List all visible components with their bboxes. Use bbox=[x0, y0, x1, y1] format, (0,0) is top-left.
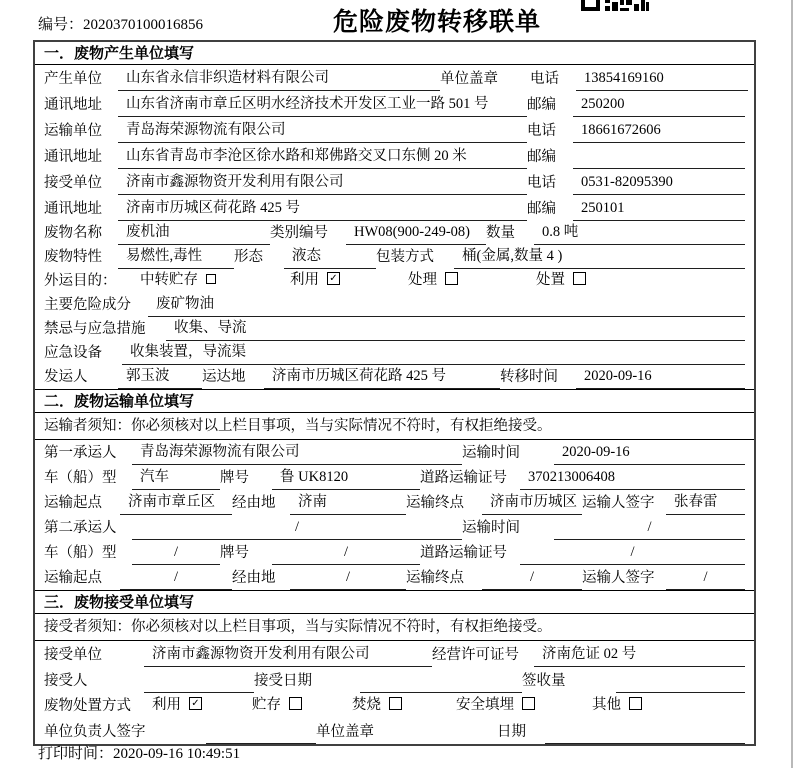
checkbox-utilize-label: 利用 bbox=[290, 272, 319, 288]
form-row bbox=[35, 667, 754, 693]
checkbox-transit-storage-label: 中转贮存 bbox=[140, 272, 198, 288]
page-title: 危险废物转移联单 bbox=[333, 8, 542, 36]
checkbox-dispose bbox=[536, 268, 745, 293]
transporter-phone-value: 18661672606 bbox=[573, 122, 745, 143]
checkbox-treat-label: 处理 bbox=[408, 272, 437, 288]
form-row bbox=[35, 221, 754, 245]
producer-unit-value: 山东省永信非织造材料有限公司 bbox=[118, 66, 440, 91]
endpoint-label: 运输终点 bbox=[406, 495, 464, 511]
waste-name-value: 废机油 bbox=[118, 220, 270, 245]
checkbox-treat bbox=[408, 268, 536, 293]
form-row bbox=[35, 117, 754, 143]
via-label: 经由地 bbox=[232, 495, 276, 511]
transport-time-label: 运输时间 bbox=[462, 445, 520, 461]
taboo-measures-label: 禁忌与应急措施 bbox=[44, 321, 146, 337]
form-row bbox=[35, 293, 754, 317]
responsible-signature-label: 单位负责人签字 bbox=[44, 724, 146, 740]
receiver-postcode-label: 邮编 bbox=[527, 201, 556, 217]
first-carrier-value: 青岛海荣源物流有限公司 bbox=[132, 440, 462, 465]
vehicle-type-value: 汽车 bbox=[132, 465, 220, 490]
section-header: 一．废物产生单位填写 bbox=[35, 42, 754, 65]
receiving-unit-label: 接受单位 bbox=[44, 647, 102, 663]
endpoint-2-value: / bbox=[482, 569, 582, 590]
carrier-signature-label: 运输人签字 bbox=[582, 495, 655, 511]
checkbox-utilize-2 bbox=[152, 693, 252, 718]
notice-row bbox=[35, 413, 754, 440]
doc-number-label: 编号： bbox=[38, 17, 84, 33]
endpoint-value: 济南市历城区 bbox=[482, 490, 582, 515]
second-carrier-label: 第二承运人 bbox=[44, 520, 117, 536]
emergency-equipment-label: 应急设备 bbox=[44, 345, 102, 361]
consignor-value: 郭玉波 bbox=[118, 364, 202, 389]
road-permit-2-value: / bbox=[520, 544, 745, 565]
form-row bbox=[35, 565, 754, 590]
section-header: 二．废物运输单位填写 bbox=[35, 389, 754, 413]
transporter-postcode-value bbox=[573, 165, 745, 169]
checkbox-utilize bbox=[290, 268, 408, 293]
producer-postcode-label: 邮编 bbox=[527, 97, 556, 113]
form-row bbox=[35, 169, 754, 195]
checkbox-store-box bbox=[289, 697, 302, 710]
category-code-label: 类别编号 bbox=[270, 225, 328, 241]
checkbox-landfill bbox=[456, 693, 592, 718]
vehicle-type-2-label: 车（船）型 bbox=[44, 545, 117, 561]
form-row bbox=[35, 540, 754, 565]
receiving-unit-value: 济南市鑫源物资开发利用有限公司 bbox=[144, 642, 432, 667]
checkbox-incinerate-label: 焚烧 bbox=[352, 697, 381, 713]
origin-2-label: 运输起点 bbox=[44, 570, 102, 586]
seal-date-value bbox=[545, 740, 745, 744]
main-hazard-value: 废矿物油 bbox=[148, 292, 745, 317]
plate-number-value: 鲁 UK8120 bbox=[272, 465, 420, 490]
form-state-value: 液态 bbox=[284, 244, 376, 269]
license-number-label: 经营许可证号 bbox=[432, 647, 519, 663]
form-row bbox=[35, 465, 754, 490]
producer-address-value: 山东省济南市章丘区明水经济技术开发区工业一路 501 号 bbox=[118, 92, 527, 117]
origin-label: 运输起点 bbox=[44, 495, 102, 511]
unit-seal-label-2: 单位盖章 bbox=[316, 724, 374, 740]
consignor-label: 发运人 bbox=[44, 369, 88, 385]
via-value: 济南 bbox=[290, 490, 406, 515]
receiver-unit-label: 接受单位 bbox=[44, 175, 102, 191]
transporter-unit-value: 青岛海荣源物流有限公司 bbox=[118, 118, 527, 143]
via-2-value: / bbox=[290, 569, 406, 590]
checkbox-other bbox=[592, 693, 745, 718]
origin-2-value: / bbox=[120, 569, 232, 590]
checkbox-utilize-2-box: ✓ bbox=[189, 697, 202, 710]
form-row bbox=[35, 143, 754, 169]
first-carrier-label: 第一承运人 bbox=[44, 445, 117, 461]
vehicle-type-label: 车（船）型 bbox=[44, 470, 117, 486]
waste-property-value: 易燃性,毒性 bbox=[118, 244, 234, 269]
form-state-label: 形态 bbox=[234, 249, 263, 265]
via-2-label: 经由地 bbox=[232, 570, 276, 586]
print-time-label: 打印时间： bbox=[38, 746, 114, 762]
plate-number-2-label: 牌号 bbox=[220, 545, 249, 561]
print-time bbox=[38, 742, 240, 763]
carrier-signature-2-label: 运输人签字 bbox=[582, 570, 655, 586]
carrier-signature-2-value: / bbox=[666, 569, 745, 590]
destination-label: 运达地 bbox=[202, 369, 246, 385]
checkbox-incinerate bbox=[352, 693, 456, 718]
transporter-unit-label: 运输单位 bbox=[44, 123, 102, 139]
producer-postcode-value: 250200 bbox=[573, 96, 745, 117]
producer-unit-label: 产生单位 bbox=[44, 71, 102, 87]
receiver-postcode-value: 250101 bbox=[573, 200, 745, 221]
receiver-person-label: 接受人 bbox=[44, 673, 88, 689]
disposal-method-label: 废物处置方式 bbox=[44, 698, 131, 714]
unit-seal-label: 单位盖章 bbox=[440, 71, 498, 87]
receiver-phone-value: 0531-82095390 bbox=[573, 174, 745, 195]
taboo-measures-value: 收集、导流 bbox=[166, 316, 745, 341]
form-row bbox=[35, 317, 754, 341]
main-hazard-label: 主要危险成分 bbox=[44, 297, 131, 313]
checkbox-dispose-box bbox=[573, 272, 586, 285]
emergency-equipment-value: 收集装置，导流渠 bbox=[122, 340, 745, 365]
origin-value: 济南市章丘区 bbox=[120, 490, 232, 515]
producer-address-label: 通讯地址 bbox=[44, 97, 102, 113]
received-quantity-label: 签收量 bbox=[522, 673, 566, 689]
checkbox-transit-storage-box bbox=[206, 274, 216, 284]
form-table bbox=[33, 40, 756, 746]
transporter-address-label: 通讯地址 bbox=[44, 149, 102, 165]
checkbox-utilize-box: ✓ bbox=[327, 272, 340, 285]
section-header: 三．废物接受单位填写 bbox=[35, 590, 754, 614]
carrier-signature-value: 张春雷 bbox=[666, 490, 745, 515]
second-carrier-value: / bbox=[132, 519, 462, 540]
transporter-postcode-label: 邮编 bbox=[527, 149, 556, 165]
seal-date-label: 日期 bbox=[497, 724, 526, 740]
form-row bbox=[35, 490, 754, 515]
plate-number-label: 牌号 bbox=[220, 470, 249, 486]
transfer-purpose-label: 外运目的： bbox=[44, 273, 117, 289]
destination-value: 济南市历城区荷花路 425 号 bbox=[264, 364, 500, 389]
transport-time-2-label: 运输时间 bbox=[462, 520, 520, 536]
form-row bbox=[35, 269, 754, 293]
doc-number bbox=[38, 13, 203, 34]
checkbox-transit-storage bbox=[140, 268, 290, 293]
category-code-value: HW08(900-249-08) bbox=[346, 224, 486, 245]
transporter-phone-label: 电话 bbox=[527, 123, 556, 139]
checkbox-store-label: 贮存 bbox=[252, 697, 281, 713]
page-edge-line bbox=[791, 0, 793, 768]
license-number-value: 济南危证 02 号 bbox=[534, 642, 745, 667]
transporter-notice: 运输者须知：你必须核对以上栏目事项，当与实际情况不符时，有权拒绝接受。 bbox=[44, 418, 552, 434]
checkbox-utilize-2-label: 利用 bbox=[152, 697, 181, 713]
packaging-value: 桶(金属,数量 4 ) bbox=[454, 244, 745, 269]
checkbox-landfill-label: 安全填埋 bbox=[456, 697, 514, 713]
form-row bbox=[35, 365, 754, 389]
doc-number-value: 2020370100016856 bbox=[83, 17, 204, 33]
receiver-phone-label: 电话 bbox=[527, 175, 556, 191]
form-row bbox=[35, 91, 754, 117]
transfer-time-label: 转移时间 bbox=[500, 369, 558, 385]
transfer-time-value: 2020-09-16 bbox=[576, 368, 745, 389]
receiver-address-value: 济南市历城区荷花路 425 号 bbox=[118, 196, 527, 221]
receiver-address-label: 通讯地址 bbox=[44, 201, 102, 217]
print-time-value: 2020-09-16 10:49:51 bbox=[113, 746, 241, 762]
receiver-notice: 接受者须知：你必须核对以上栏目事项，当与实际情况不符时，有权拒绝接受。 bbox=[44, 619, 552, 635]
checkbox-incinerate-box bbox=[389, 697, 402, 710]
transport-time-value: 2020-09-16 bbox=[554, 444, 745, 465]
form-row bbox=[35, 440, 754, 465]
quantity-label: 数量 bbox=[486, 225, 515, 241]
receiver-unit-value: 济南市鑫源物资开发利用有限公司 bbox=[118, 170, 527, 195]
notice-row bbox=[35, 614, 754, 641]
road-permit-2-label: 道路运输证号 bbox=[420, 545, 507, 561]
quantity-value: 0.8 吨 bbox=[534, 220, 745, 245]
road-permit-label: 道路运输证号 bbox=[420, 470, 507, 486]
checkbox-other-box bbox=[629, 697, 642, 710]
transport-time-2-value: / bbox=[554, 519, 745, 540]
form-row bbox=[35, 245, 754, 269]
transporter-address-value: 山东省青岛市李沧区徐水路和郑佛路交叉口东侧 20 米 bbox=[118, 144, 527, 169]
plate-number-2-value: / bbox=[272, 544, 420, 565]
waste-name-label: 废物名称 bbox=[44, 225, 102, 241]
form-row bbox=[35, 718, 754, 744]
endpoint-2-label: 运输终点 bbox=[406, 570, 464, 586]
producer-phone-label: 电话 bbox=[530, 71, 559, 87]
qr-code-fragment-icon bbox=[581, 0, 649, 11]
checkbox-landfill-box bbox=[522, 697, 535, 710]
packaging-label: 包装方式 bbox=[376, 249, 434, 265]
checkbox-treat-box bbox=[445, 272, 458, 285]
form-row bbox=[35, 515, 754, 540]
vehicle-type-2-value: / bbox=[132, 544, 220, 565]
form-row bbox=[35, 693, 754, 718]
form-row bbox=[35, 195, 754, 221]
waste-property-label: 废物特性 bbox=[44, 249, 102, 265]
producer-phone-value: 13854169160 bbox=[576, 70, 748, 91]
checkbox-other-label: 其他 bbox=[592, 697, 621, 713]
checkbox-dispose-label: 处置 bbox=[536, 272, 565, 288]
form-row bbox=[35, 65, 754, 91]
receive-date-label: 接受日期 bbox=[254, 673, 312, 689]
checkbox-store bbox=[252, 693, 352, 718]
form-row bbox=[35, 341, 754, 365]
road-permit-value: 370213006408 bbox=[520, 469, 745, 490]
form-row bbox=[35, 641, 754, 667]
